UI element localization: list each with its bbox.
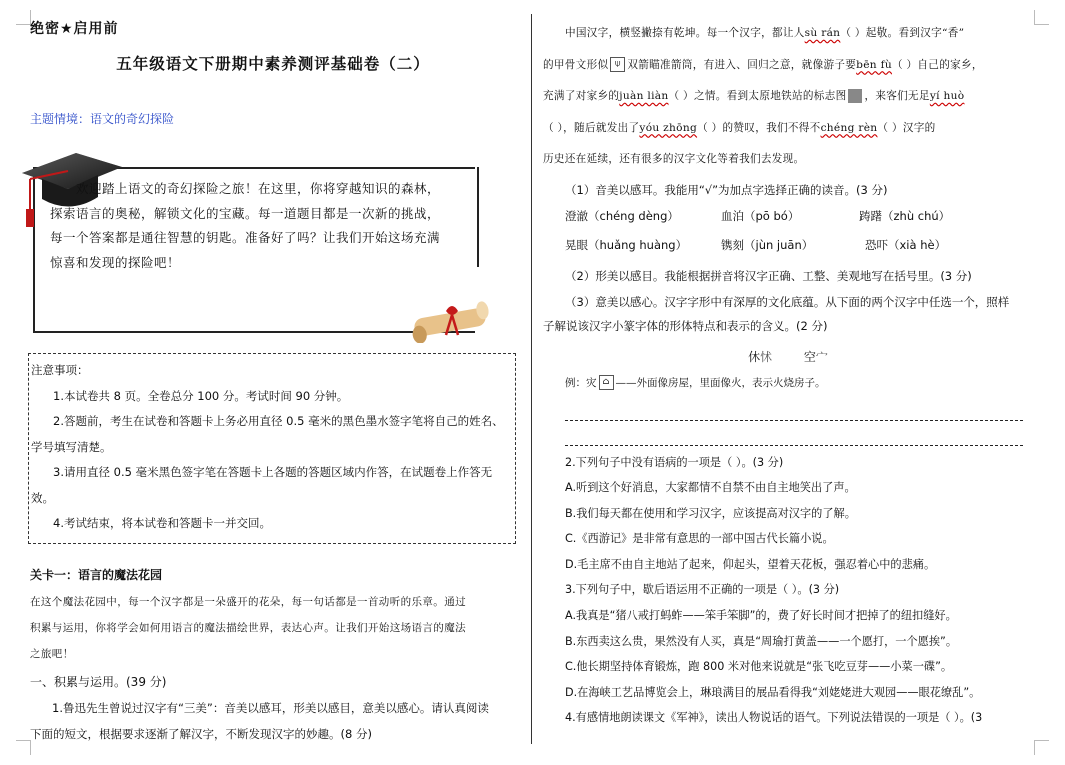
crop-mark [16,10,31,25]
passage-text: 的甲骨文形似 [543,58,609,71]
pinyin-choice: 恐吓（xià hè） [865,237,947,252]
notice-box [28,353,516,544]
option: B.东西卖这么贵，果然没有人买，真是“周瑜打黄盖——一个愿打，一个愿挨”。 [565,634,958,648]
glyph-character: 空 [803,349,816,364]
level-title: 关卡一：语言的魔法花园 [30,567,163,582]
answer-line[interactable] [565,421,1023,446]
question-4-stem: 4.有感情地朗读课文《军神》，读出人物说话的语气。下列说法错误的一项是（ ）。(3 [565,711,983,725]
passage [543,18,1033,176]
notice-item: 1.本试卷共 8 页。全卷总分 100 分。考试时间 90 分钟。 [53,388,349,403]
intro-line: 积累与运用，你将学会如何用语言的魔法描绘世界，表达心声。让我们开始这场语言的魔法 [30,621,466,634]
seal-script-glyph: 怵 [760,349,773,364]
option: C.他长期坚持体育锻炼，跑 800 米对他来说就是“张飞吃豆芽——小菜一碟”。 [565,660,953,674]
glyph-character: 休 [748,349,761,364]
example-text: ——外面像房屋，里面像火，表示火烧房子。 [615,376,826,389]
passage-text: （ ）汉字的 [877,121,936,134]
question-2-stem: 2.下列句子中没有语病的一项是（ ）。(3 分) [565,455,784,469]
welcome-text [50,177,480,275]
pinyin-row [543,202,1033,231]
welcome-line: 欢迎踏上语文的奇幻探险之旅！在这里，你将穿越知识的森林， [76,181,441,196]
passage-line [543,113,1033,145]
intro-line: 在这个魔法花园中，每一个汉字都是一朵盛开的花朵，每一句话都是一首动听的乐章。通过 [30,595,466,608]
column-divider [531,14,532,744]
intro-line: 之旅吧！ [30,647,74,660]
option: A.我真是“猪八戒打蚂蚱——笨手笨脚”的，费了好长时间才把掉了的纽扣缝好。 [565,609,957,623]
question-line: 1.鲁迅先生曾说过汉字有“三美”：音美以感耳，形美以感目，意美以感心。请认真阅读 [52,700,489,715]
seal-script-glyph: 宀 [815,349,828,364]
welcome-line: 惊喜和发现的探险吧！ [50,254,181,270]
question-line: 下面的短文，根据要求逐渐了解汉字，不断发现汉字的妙趣。(8 分) [30,726,372,741]
page-title: 五年级语文下册期中素养测评基础卷（二） [116,55,430,73]
level-intro [30,589,516,667]
left-column [30,18,516,747]
crop-mark [16,740,31,755]
crop-mark [1034,10,1049,25]
example-line [543,370,1033,396]
section-heading: 一、积累与运用。(39 分) [30,674,167,689]
passage-text: 充满了对家乡的 [543,90,620,102]
question-1 [30,695,516,747]
passage-text: （ ）起敬。看到汉字“香” [840,27,965,39]
welcome-line: 每一个答案都是通往智慧的钥匙。准备好了吗？让我们开始这场充满 [50,230,441,245]
option: D.毛主席不由自主地站了起来，仰起头，望着天花板，强忍着心中的悲痛。 [565,557,936,571]
passage-text: （ ），随后就发出了 [543,121,640,134]
secret-label: 绝密★启用前 [30,21,119,37]
theme-label: 主题情境：语文的奇幻探险 [30,112,175,126]
passage-line [543,81,1033,113]
metro-logo-icon [848,89,862,103]
passage-line [543,18,1033,50]
pinyin-choice: 晃眼（huǎng huàng） [565,237,688,252]
passage-text: （ ）的赞叹，我们不得不 [697,121,821,134]
welcome-section [30,149,516,349]
pinyin: chéng rèn [820,121,878,134]
right-column [543,18,1033,731]
passage-line: 历史还在延续，还有很多的汉字文化等着我们去发现。 [543,153,805,165]
notice-heading: 注意事项： [31,363,89,377]
option: C.《西游记》是非常有意思的一部中国古代长篇小说。 [565,532,834,546]
option: A.听到这个好消息，大家都情不自禁不由自主地笑出了声。 [565,481,856,495]
welcome-line: 探索语言的奥秘，解锁文化的宝藏。每一道题目都是一次新的挑战， [50,205,441,221]
glyph-pair [543,344,1033,370]
pinyin-choice: 澄澈（chéng dèng） [565,208,679,223]
pinyin: yí huò [929,90,965,102]
pinyin: bēn fù [856,58,892,71]
notice-item: 效。 [31,490,54,505]
part3-prompt: （3）意美以感心。汉字字形中有深厚的文化底蕴。从下面的两个汉字中任选一个，照样 [565,294,1010,309]
pinyin-choice: 踌躇（zhù chú） [859,208,951,223]
oracle-bone-glyph-icon: ⍦ [610,57,625,72]
part2-prompt: （2）形美以感目。我能根据拼音将汉字正确、工整、美观地写在括号里。(3 分) [565,268,972,283]
passage-text: 中国汉字，横竖撇捺有乾坤。每一个汉字，都让人 [565,27,805,39]
notice-item: 2.答题前，考生在试卷和答题卡上务必用直径 0.5 毫米的黑色墨水签字笔将自己的姓名、 [53,414,504,428]
passage-text: 双箭瞄准箭筒，有进入、回归之意，就像游子要 [627,58,857,71]
example-text: 例：灾 [565,376,597,389]
part3-prompt: 子解说该汉字小篆字体的形体特点和表示的含义。(2 分) [543,318,828,333]
pinyin-row [543,231,1033,260]
pinyin: yóu zhōng [639,121,698,134]
passage-text: ，来客们无足 [864,90,930,102]
option: D.在海峡工艺品博览会上，琳琅满目的展品看得我“刘姥姥进大观园——眼花缭乱”。 [565,685,981,699]
passage-text: （ ）自己的家乡， [891,58,983,71]
scroll-icon [406,299,496,347]
notice-item: 4.考试结束，将本试卷和答题卡一并交回。 [53,516,271,530]
pinyin-choice: 镌刻（jùn juān） [721,237,814,252]
notice-item: 3.请用直径 0.5 毫米黑色签字笔在答题卡上各题的答题区域内作答，在试题卷上作答无 [53,465,493,479]
pinyin-choice: 血泊（pō bó） [721,208,800,223]
part1-prompt: （1）音美以感耳。我能用“√”为加点字选择正确的读音。(3 分) [565,182,888,197]
question-3-stem: 3.下列句子中，歇后语运用不正确的一项是（ ）。(3 分) [565,583,840,597]
crop-mark [1034,740,1049,755]
option: B.我们每天都在使用和学习汉字，应该提高对汉字的了解。 [565,506,856,520]
pinyin: juàn liàn [619,90,669,102]
seal-script-icon: ⌂ [599,375,614,390]
notice-item: 学号填写清楚。 [31,439,112,454]
pinyin: sù rán [804,27,841,39]
passage-line [543,50,1033,82]
passage-text: （ ）之情。看到太原地铁站的标志图 [668,90,847,102]
answer-line[interactable] [565,396,1023,421]
